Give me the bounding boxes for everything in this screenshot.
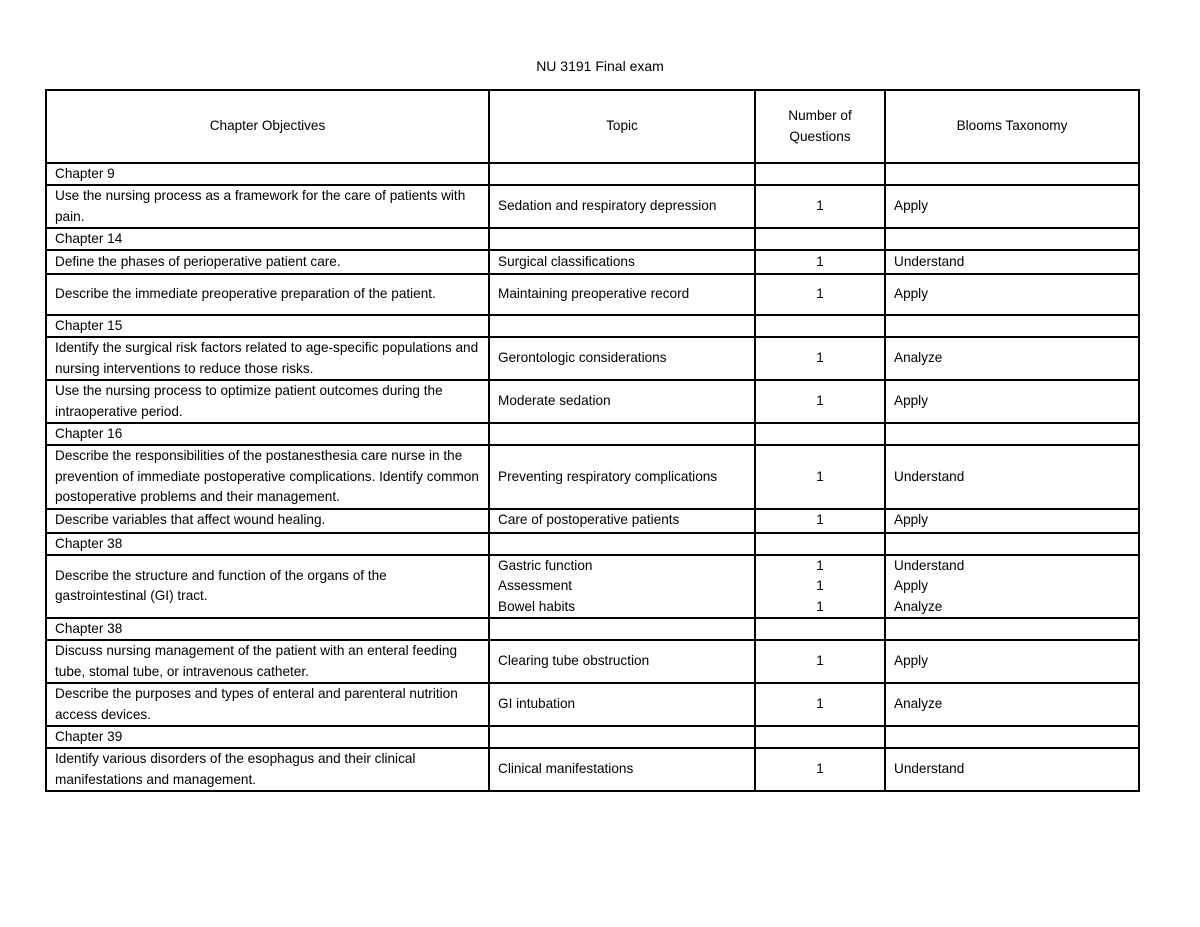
topic-cell: Moderate sedation: [489, 380, 755, 423]
topic-cell: [489, 555, 755, 619]
blooms-cell: Understand: [885, 250, 1139, 274]
blooms-cell: Apply: [885, 185, 1139, 228]
table-row: [46, 380, 1139, 423]
topic-cell: Sedation and respiratory depression: [489, 185, 755, 228]
table-row: [46, 509, 1139, 533]
blooms-line: Apply: [894, 578, 929, 593]
objective-cell: Describe the responsibilities of the postanesthesia care nurse in the prevention of immediate postoperative complications. Identify common postoperative problems and their management.: [46, 445, 489, 509]
question-count-cell: 1: [755, 445, 885, 509]
question-count-cell: 1: [755, 683, 885, 726]
empty-cell: [489, 726, 755, 748]
objective-cell: Define the phases of perioperative patient care.: [46, 250, 489, 274]
question-count-cell: 1: [755, 185, 885, 228]
empty-cell: [755, 533, 885, 555]
chapter-label: Chapter 38: [46, 618, 489, 640]
table-row: [46, 250, 1139, 274]
blooms-cell: Analyze: [885, 337, 1139, 380]
chapter-label: Chapter 39: [46, 726, 489, 748]
blooms-cell: Analyze: [885, 683, 1139, 726]
chapter-label: Chapter 9: [46, 163, 489, 185]
topic-line: Assessment: [498, 578, 573, 593]
blooms-cell: Apply: [885, 509, 1139, 533]
question-count-cell: 1: [755, 640, 885, 683]
empty-cell: [755, 618, 885, 640]
topic-cell: Clearing tube obstruction: [489, 640, 755, 683]
table-row: [46, 274, 1139, 315]
table-row: [46, 640, 1139, 683]
empty-cell: [489, 423, 755, 445]
chapter-label: Chapter 14: [46, 228, 489, 250]
chapter-row: [46, 533, 1139, 555]
question-count-cell: 1: [755, 337, 885, 380]
table-row: [46, 185, 1139, 228]
chapter-row: [46, 228, 1139, 250]
chapter-label: Chapter 15: [46, 315, 489, 337]
question-count-cell: 1: [755, 274, 885, 315]
blooms-cell: Apply: [885, 640, 1139, 683]
blooms-cell: Understand: [885, 748, 1139, 791]
chapter-label: Chapter 38: [46, 533, 489, 555]
topic-cell: Preventing respiratory complications: [489, 445, 755, 509]
question-count-cell: 1: [755, 380, 885, 423]
empty-cell: [755, 726, 885, 748]
question-count-cell: [755, 555, 885, 619]
topic-line: Gastric function: [498, 557, 593, 573]
empty-cell: [489, 163, 755, 185]
header-topic: Topic: [489, 90, 755, 163]
blooms-line: Analyze: [894, 598, 943, 614]
blooms-cell: Understand: [885, 445, 1139, 509]
count-line: 1: [816, 578, 824, 593]
question-count-cell: 1: [755, 509, 885, 533]
chapter-row: [46, 726, 1139, 748]
empty-cell: [885, 533, 1139, 555]
objective-cell: Identify the surgical risk factors related to age-specific populations and nursing interventions to reduce those risks.: [46, 337, 489, 380]
objective-cell: Identify various disorders of the esophagus and their clinical manifestations and management.: [46, 748, 489, 791]
exam-blueprint-table: [45, 89, 1140, 792]
empty-cell: [755, 315, 885, 337]
chapter-row: [46, 423, 1139, 445]
objective-cell: Use the nursing process to optimize patient outcomes during the intraoperative period.: [46, 380, 489, 423]
empty-cell: [489, 533, 755, 555]
empty-cell: [885, 228, 1139, 250]
topic-line: Bowel habits: [498, 598, 576, 614]
table-row: [46, 445, 1139, 509]
empty-cell: [755, 163, 885, 185]
topic-cell: Surgical classifications: [489, 250, 755, 274]
header-number-of-questions: Number of Questions: [755, 90, 885, 163]
topic-cell: Gerontologic considerations: [489, 337, 755, 380]
blooms-cell: Apply: [885, 274, 1139, 315]
table-row: [46, 683, 1139, 726]
topic-cell: Maintaining preoperative record: [489, 274, 755, 315]
blooms-line: Understand: [894, 557, 965, 573]
page-title: NU 3191 Final exam: [536, 58, 664, 74]
header-chapter-objectives: Chapter Objectives: [46, 90, 489, 163]
objective-cell: Describe the structure and function of the organs of the gastrointestinal (GI) tract.: [46, 555, 489, 619]
empty-cell: [489, 315, 755, 337]
table-row: [46, 748, 1139, 791]
chapter-row: [46, 315, 1139, 337]
empty-cell: [489, 228, 755, 250]
header-row: [46, 90, 1139, 163]
empty-cell: [489, 618, 755, 640]
empty-cell: [755, 228, 885, 250]
count-line: 1: [816, 598, 824, 614]
empty-cell: [885, 726, 1139, 748]
question-count-cell: 1: [755, 250, 885, 274]
blooms-cell: Apply: [885, 380, 1139, 423]
chapter-row: [46, 163, 1139, 185]
objective-cell: Discuss nursing management of the patient with an enteral feeding tube, stomal tube, or intravenous catheter.: [46, 640, 489, 683]
topic-cell: GI intubation: [489, 683, 755, 726]
empty-cell: [885, 163, 1139, 185]
topic-cell: Clinical manifestations: [489, 748, 755, 791]
chapter-row: [46, 618, 1139, 640]
question-count-cell: 1: [755, 748, 885, 791]
topic-cell: Care of postoperative patients: [489, 509, 755, 533]
empty-cell: [885, 315, 1139, 337]
header-blooms-taxonomy: Blooms Taxonomy: [885, 90, 1139, 163]
objective-cell: Describe variables that affect wound healing.: [46, 509, 489, 533]
objective-cell: Describe the immediate preoperative preparation of the patient.: [46, 274, 489, 315]
table-row: [46, 555, 1139, 619]
empty-cell: [755, 423, 885, 445]
empty-cell: [885, 423, 1139, 445]
empty-cell: [885, 618, 1139, 640]
count-line: 1: [816, 557, 824, 573]
chapter-label: Chapter 16: [46, 423, 489, 445]
objective-cell: Use the nursing process as a framework for the care of patients with pain.: [46, 185, 489, 228]
objective-cell: Describe the purposes and types of enteral and parenteral nutrition access devices.: [46, 683, 489, 726]
blooms-cell: [885, 555, 1139, 619]
table-row: [46, 337, 1139, 380]
